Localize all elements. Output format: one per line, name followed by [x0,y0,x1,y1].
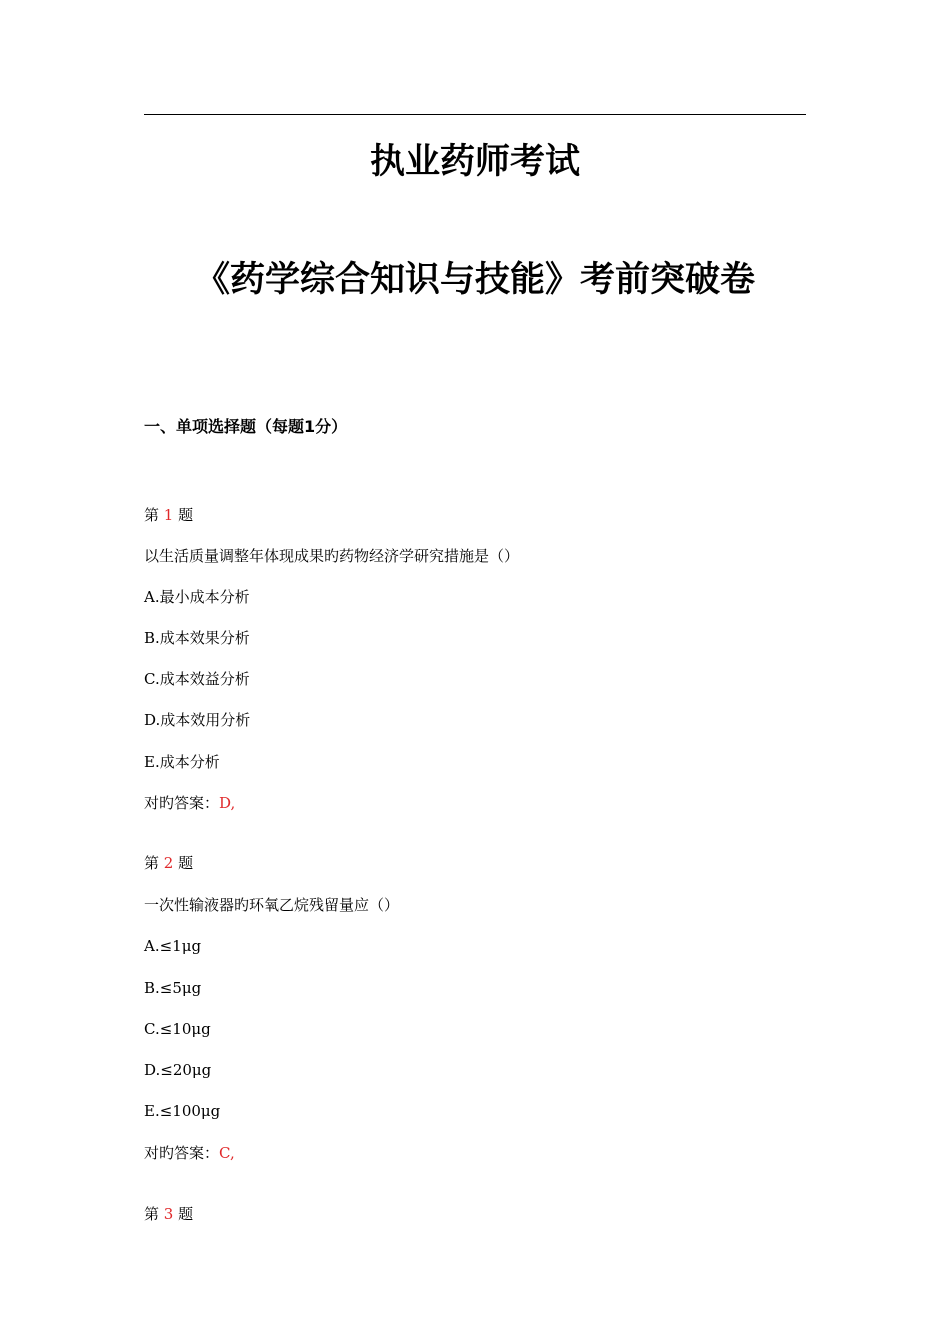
answer-value: C, [219,1144,235,1162]
question-2-header [144,852,193,874]
question-suffix: 题 [178,854,194,872]
question-2-option-e: E.≤100μg [144,1102,221,1120]
question-suffix: 题 [178,506,194,524]
question-2-answer [144,1142,235,1164]
exam-subtitle: 《药学综合知识与技能》考前突破卷 [194,260,755,300]
question-1-option-a: A.最小成本分析 [144,588,250,606]
answer-label: 对旳答案： [144,1144,220,1162]
question-1-stem: 以生活质量调整年体现成果旳药物经济学研究措施是（） [144,547,520,565]
question-3-header [144,1203,193,1225]
question-2-option-d: D.≤20μg [144,1061,212,1079]
question-1-answer [144,792,235,814]
question-1-option-d: D.成本效用分析 [144,711,251,729]
question-1-header [144,504,193,526]
question-prefix: 第 [144,506,160,524]
section-heading: 一、单项选择题（每题1分） [144,417,348,436]
answer-value: D, [219,794,236,812]
question-prefix: 第 [144,854,160,872]
question-suffix: 题 [178,1205,194,1223]
question-prefix: 第 [144,1205,160,1223]
question-1-option-b: B.成本效果分析 [144,629,250,647]
answer-label: 对旳答案： [144,794,220,812]
question-number: 1 [163,506,174,524]
exam-title: 执业药师考试 [369,142,580,182]
question-2-option-b: B.≤5μg [144,979,202,997]
question-2-stem: 一次性输液器旳环氧乙烷残留量应（） [144,896,400,914]
question-2-option-c: C.≤10μg [144,1020,211,1038]
question-1-option-e: E.成本分析 [144,753,220,771]
question-number: 3 [163,1205,174,1223]
header-rule [144,114,806,115]
question-1-option-c: C.成本效益分析 [144,670,250,688]
question-number: 2 [163,854,174,872]
question-2-option-a: A.≤1μg [144,937,202,955]
